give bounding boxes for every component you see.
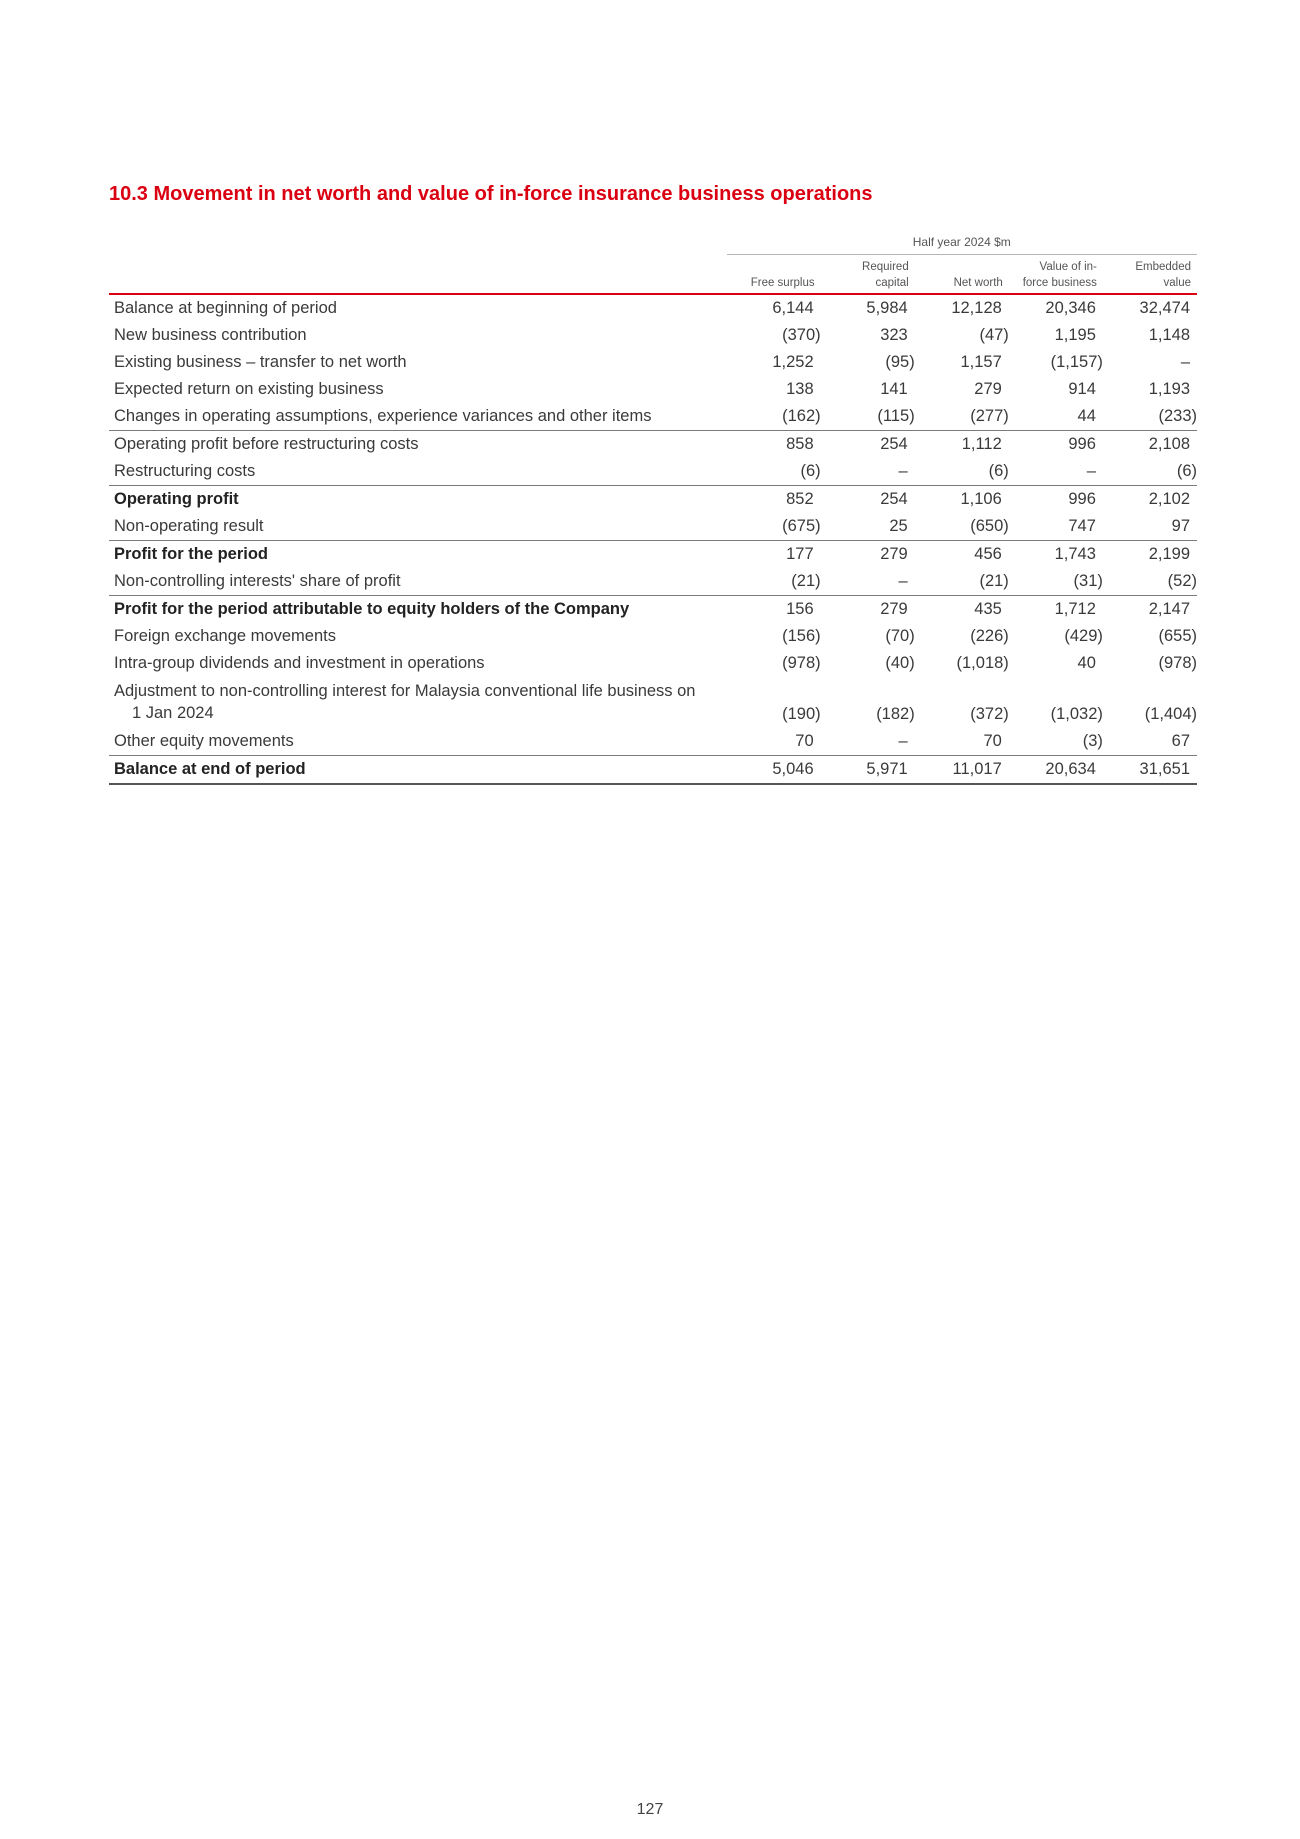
row-label: Changes in operating assumptions, experience variances and other items — [114, 407, 652, 425]
cell-embedded-value: 1,148 — [1148, 326, 1190, 344]
page-number: 127 — [636, 1801, 664, 1818]
cell-value-in-force: (3) — [1082, 732, 1103, 750]
cell-embedded-value: 97 — [1171, 517, 1190, 535]
cell-free-surplus: 6,144 — [772, 299, 814, 317]
cell-net-worth: (6) — [988, 462, 1009, 480]
row-label: Foreign exchange movements — [114, 627, 336, 645]
cell-free-surplus: 1,252 — [772, 353, 814, 371]
cell-embedded-value: 2,147 — [1103, 596, 1197, 624]
cell-value-in-force: (429) — [1064, 627, 1103, 645]
row-operating-profit-before-restructuring — [109, 431, 1197, 459]
cell-value-in-force: 996 — [1009, 431, 1103, 459]
column-header-embedded-value: Embedded value — [1103, 255, 1197, 295]
period-header-row — [109, 232, 1197, 255]
row-changes-operating-assumptions — [109, 403, 1197, 431]
cell-free-surplus: 156 — [727, 596, 821, 624]
cell-embedded-value: (233) — [1158, 407, 1197, 425]
cell-value-in-force: (1,032) — [1050, 705, 1103, 723]
cell-embedded-value: (655) — [1158, 627, 1197, 645]
row-label: Balance at end of period — [109, 756, 727, 785]
cell-value-in-force: 20,346 — [1045, 299, 1096, 317]
row-label: Other equity movements — [114, 732, 294, 750]
cell-value-in-force: 996 — [1009, 486, 1103, 514]
cell-value-in-force: 1,712 — [1009, 596, 1103, 624]
cell-required-capital: 5,971 — [821, 756, 915, 785]
column-header-row — [109, 255, 1197, 295]
cell-free-surplus: 177 — [727, 541, 821, 569]
cell-free-surplus: (978) — [782, 654, 821, 672]
cell-required-capital: (115) — [877, 407, 915, 425]
row-existing-business-transfer — [109, 349, 1197, 376]
column-header-free-surplus: Free surplus — [727, 255, 821, 295]
cell-required-capital: – — [898, 462, 908, 480]
cell-value-in-force: (31) — [1073, 572, 1103, 590]
cell-required-capital: – — [898, 732, 908, 750]
row-intra-group-dividends — [109, 650, 1197, 677]
row-balance-beginning — [109, 294, 1197, 322]
cell-free-surplus: 138 — [786, 380, 814, 398]
cell-embedded-value: 2,199 — [1103, 541, 1197, 569]
cell-required-capital: 279 — [821, 596, 915, 624]
cell-free-surplus: (6) — [800, 462, 821, 480]
row-other-equity-movements — [109, 728, 1197, 756]
row-label: Intra-group dividends and investment in operations — [114, 654, 485, 672]
row-profit-attributable-equity-holders — [109, 596, 1197, 624]
row-label: Existing business – transfer to net worth — [114, 353, 407, 371]
cell-net-worth: 456 — [915, 541, 1009, 569]
cell-net-worth: 70 — [983, 732, 1002, 750]
row-balance-end — [109, 756, 1197, 785]
cell-net-worth: (21) — [979, 572, 1009, 590]
cell-value-in-force: – — [1086, 462, 1096, 480]
cell-net-worth: (226) — [970, 627, 1009, 645]
cell-value-in-force: 40 — [1077, 654, 1096, 672]
row-label — [109, 677, 727, 728]
row-label-line-2: 1 Jan 2024 — [132, 704, 214, 722]
cell-net-worth: 1,112 — [915, 431, 1009, 459]
column-header-required-capital: Required capital — [821, 255, 915, 295]
cell-free-surplus: 5,046 — [727, 756, 821, 785]
cell-required-capital: 25 — [889, 517, 908, 535]
row-new-business-contribution — [109, 322, 1197, 349]
column-header-value-of-in-force-business: Value of in- force business — [1009, 255, 1103, 295]
row-profit-for-period — [109, 541, 1197, 569]
cell-value-in-force: 747 — [1068, 517, 1096, 535]
cell-embedded-value: (978) — [1158, 654, 1197, 672]
row-non-controlling-interests-share — [109, 568, 1197, 596]
cell-value-in-force: 914 — [1068, 380, 1096, 398]
cell-required-capital: (70) — [885, 627, 915, 645]
cell-value-in-force: 20,634 — [1009, 756, 1103, 785]
cell-embedded-value: 2,108 — [1103, 431, 1197, 459]
cell-required-capital: (182) — [876, 705, 915, 723]
section-title: 10.3 Movement in net worth and value of in-force insurance business operations — [109, 183, 873, 205]
row-label: Profit for the period attributable to equity holders of the Company — [109, 596, 727, 624]
cell-required-capital: (40) — [885, 654, 915, 672]
cell-value-in-force: 1,743 — [1009, 541, 1103, 569]
row-label: New business contribution — [114, 326, 307, 344]
cell-required-capital: 254 — [821, 486, 915, 514]
cell-required-capital: 254 — [821, 431, 915, 459]
row-label: Operating profit — [109, 486, 727, 514]
cell-embedded-value: – — [1180, 353, 1190, 371]
cell-net-worth: (372) — [970, 705, 1009, 723]
cell-embedded-value: 67 — [1171, 732, 1190, 750]
cell-embedded-value: (1,404) — [1144, 705, 1197, 723]
row-expected-return — [109, 376, 1197, 403]
cell-required-capital: 323 — [880, 326, 908, 344]
cell-free-surplus: 852 — [727, 486, 821, 514]
cell-free-surplus: 70 — [795, 732, 814, 750]
cell-value-in-force: (1,157) — [1050, 353, 1103, 371]
row-label: Non-operating result — [114, 517, 264, 535]
cell-net-worth: (650) — [970, 517, 1009, 535]
row-non-operating-result — [109, 513, 1197, 541]
cell-required-capital: 141 — [880, 380, 908, 398]
cell-required-capital: 5,984 — [866, 299, 908, 317]
row-label: Operating profit before restructuring costs — [109, 431, 727, 459]
cell-required-capital: – — [898, 572, 908, 590]
cell-net-worth: 1,157 — [960, 353, 1002, 371]
row-label: Balance at beginning of period — [114, 299, 337, 317]
row-label: Profit for the period — [109, 541, 727, 569]
embedded-value-movement-table — [109, 232, 1197, 785]
cell-required-capital: 279 — [821, 541, 915, 569]
cell-net-worth: 435 — [915, 596, 1009, 624]
row-label: Restructuring costs — [114, 462, 256, 480]
row-foreign-exchange-movements — [109, 623, 1197, 650]
cell-embedded-value: (6) — [1176, 462, 1197, 480]
cell-value-in-force: 1,195 — [1054, 326, 1096, 344]
row-restructuring-costs — [109, 458, 1197, 486]
cell-embedded-value: (52) — [1167, 572, 1197, 590]
cell-net-worth: (277) — [970, 407, 1009, 425]
cell-free-surplus: (156) — [782, 627, 821, 645]
cell-embedded-value: 31,651 — [1103, 756, 1197, 785]
row-operating-profit — [109, 486, 1197, 514]
row-adjustment-non-controlling-interest — [109, 677, 1197, 728]
cell-free-surplus: (21) — [791, 572, 821, 590]
period-label: Half year 2024 $m — [727, 232, 1197, 255]
row-label-line-1: Adjustment to non-controlling interest for Malaysia conventional life business on — [114, 682, 696, 700]
cell-net-worth: 12,128 — [951, 299, 1002, 317]
cell-embedded-value: 1,193 — [1148, 380, 1190, 398]
cell-free-surplus: (162) — [782, 407, 821, 425]
cell-net-worth: 279 — [974, 380, 1002, 398]
cell-net-worth: (47) — [979, 326, 1009, 344]
cell-net-worth: 11,017 — [915, 756, 1009, 785]
cell-embedded-value: 32,474 — [1139, 299, 1190, 317]
row-label: Expected return on existing business — [114, 380, 384, 398]
row-label: Non-controlling interests' share of profit — [114, 572, 401, 590]
cell-value-in-force: 44 — [1077, 407, 1096, 425]
cell-free-surplus: (675) — [782, 517, 821, 535]
cell-free-surplus: (370) — [782, 326, 821, 344]
cell-net-worth: 1,106 — [915, 486, 1009, 514]
cell-free-surplus: 858 — [727, 431, 821, 459]
cell-required-capital: (95) — [885, 353, 915, 371]
cell-embedded-value: 2,102 — [1103, 486, 1197, 514]
cell-free-surplus: (190) — [782, 705, 821, 723]
cell-net-worth: (1,018) — [956, 654, 1009, 672]
column-header-net-worth: Net worth — [915, 255, 1009, 295]
